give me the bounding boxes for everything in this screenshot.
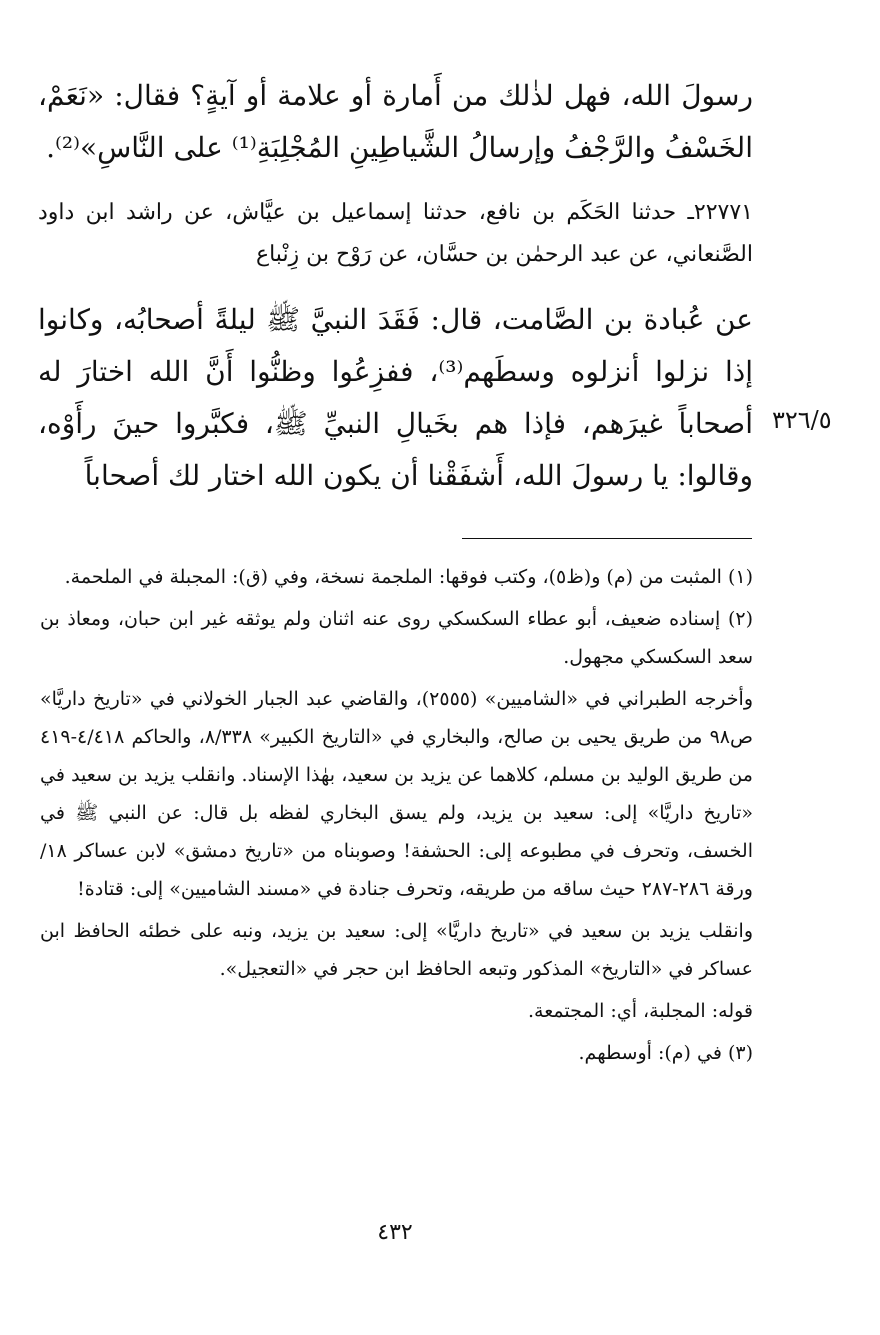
footnotes (40, 558, 753, 1076)
footnote: (١) المثبت من (م) و(ظ٥)، وكتب فوقها: الملجمة نسخة، وفي (ق): المجبلة في الملحمة. (64, 566, 753, 588)
footnote: (٢) إسناده ضعيف، أبو عطاء السكسكي روى عنه اثنان ولم يوثقه غير ابن حبان، ومعاذ بن سعد السكسكي مجهول. (40, 608, 753, 668)
footnote: قوله: المجلبة، أي: المجتمعة. (527, 1000, 753, 1022)
footnote: وانقلب يزيد بن سعيد في «تاريخ داريَّا» إلى: سعيد بن يزيد، ونبه على خطئه الحافظ ابن عساكر في «التاريخ» المذكور وتبعه الحافظ ابن حجر في «التعجيل». (40, 920, 753, 980)
page-number: ٤٣٢ (377, 1220, 413, 1245)
footnote: وأخرجه الطبراني في «الشاميين» (٢٥٥٥)، والقاضي عبد الجبار الخولاني في «تاريخ داريَّا» ص٩٨ من طريق يحيى بن صالح، والبخاري في «التاريخ الكبير» ٨/٣٣٨، والحاكم ٤/٤١٨-٤١٩ من طريق الوليد بن مسلم، كلاهما عن يزيد بن سعيد، بهٰذا الإسناد. وانقلب يزيد بن سعيد في «تاريخ داريَّا» إلى: سعيد بن يزيد، ولم يسق البخاري لفظه بل قال: عن النبي ﷺ في الخسف، وتحرف في مطبوعه إلى: الحشفة! وصوبناه من «تاريخ دمشق» لابن عساكر ١٨/ورقة ٢٨٦-٢٨٧ حيث ساقه من طريقه، وتحرف جنادة في «مسند الشاميين» إلى: قتادة! (40, 688, 753, 900)
footnote: (٣) في (م): أوسطهم. (578, 1042, 753, 1064)
main-paragraph-1: رسولَ الله، فهل لذٰلك من أَمارة أو علامة أو آيةٍ؟ فقال: «نَعَمْ، الخَسْفُ والرَّجْفُ وإرسالُ الشَّياطِينِ المُجْلِبَةِ⁽¹⁾ على النَّاسِ»⁽²⁾. (38, 79, 753, 164)
hadith-matn-paragraph: عن عُبادة بن الصَّامت، قال: فَقَدَ النبيَّ ﷺ ليلةً أصحابُه، وكانوا إذا نزلوا أنزلوه وسطَهم⁽³⁾، ففزِعُوا وظنُّوا أَنَّ الله اختارَ له أصحاباً غيرَهم، فإذا هم بخَيالِ النبيِّ ﷺ، فكبَّروا حينَ رأَوْه، وقالوا: يا رسولَ الله، أَشفَقْنا أن يكون الله اختار لك أصحاباً (38, 303, 753, 492)
margin-volume-page-ref: ٣٢٦/٥ (772, 406, 832, 434)
footnote-divider (462, 538, 752, 539)
main-text (38, 70, 753, 502)
hadith-isnad-paragraph: ٢٢٧٧١ـ حدثنا الحَكَم بن نافع، حدثنا إسماعيل بن عيَّاش، عن راشد ابن داود الصَّنعاني، عن عبد الرحمٰن بن حسَّان، عن رَوْح بن زِنْباع (38, 200, 753, 267)
